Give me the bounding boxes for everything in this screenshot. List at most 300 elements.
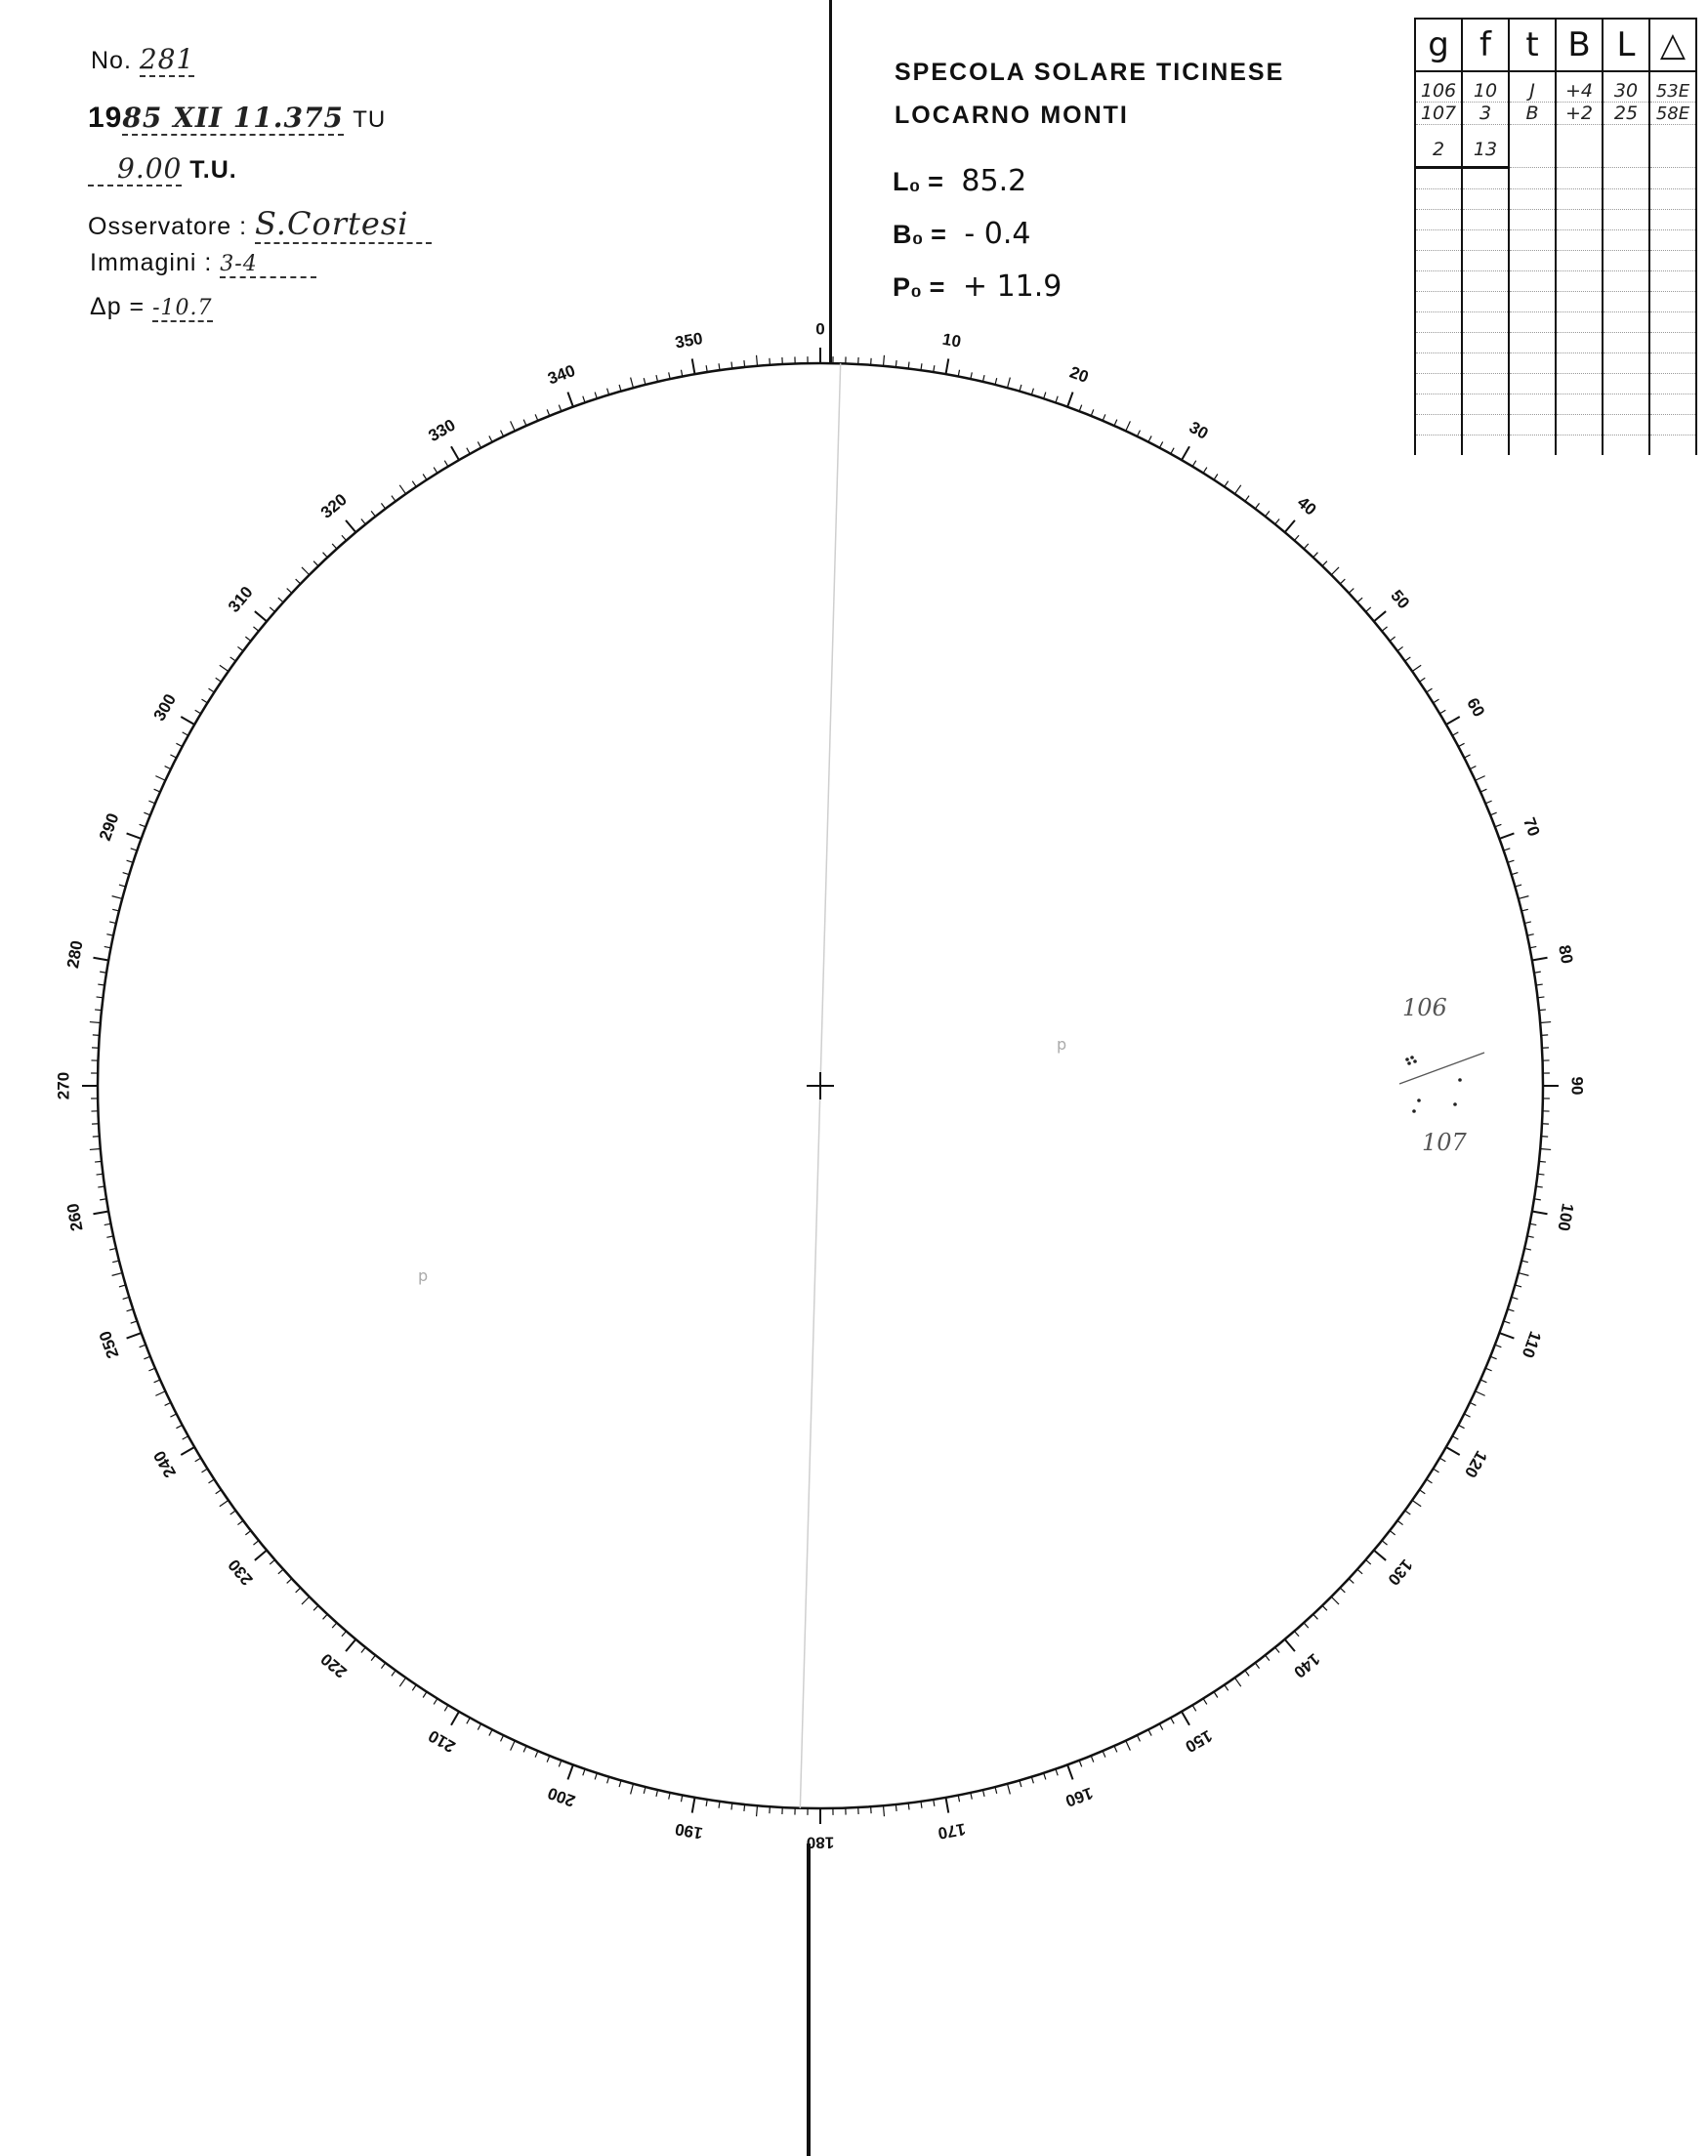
ring-tick xyxy=(1044,1773,1046,1780)
ring-tick xyxy=(1452,1436,1458,1439)
ring-tick xyxy=(501,431,504,436)
ring-tick xyxy=(731,362,732,369)
ring-tick xyxy=(467,1718,470,1723)
sunspot-dot xyxy=(1410,1056,1414,1059)
ring-tick xyxy=(253,1541,258,1545)
ring-tick xyxy=(381,1663,385,1669)
ring-tick xyxy=(607,1777,609,1784)
ring-tick-label: 40 xyxy=(1293,492,1320,519)
ring-tick xyxy=(692,358,695,374)
ring-tick xyxy=(140,1345,146,1348)
ring-tick xyxy=(1508,860,1515,862)
ring-tick-label: 20 xyxy=(1066,362,1092,387)
ring-tick xyxy=(1114,420,1117,426)
ring-tick xyxy=(1245,496,1249,502)
ring-tick xyxy=(342,535,347,540)
cell: J xyxy=(1509,80,1556,103)
plage-mark: p xyxy=(1057,1035,1067,1054)
ring-tick xyxy=(1405,1511,1411,1514)
ring-tick xyxy=(127,860,134,862)
param-B0-value: - 0.4 xyxy=(964,217,1031,251)
ring-tick xyxy=(1540,1022,1551,1023)
ring-tick xyxy=(1397,1520,1403,1524)
record-number-value: 281 xyxy=(139,43,195,75)
ring-tick xyxy=(1521,1261,1528,1263)
ring-tick xyxy=(412,481,416,487)
ring-tick xyxy=(595,393,597,399)
ring-tick xyxy=(127,1309,134,1311)
ring-tick xyxy=(1275,518,1279,523)
param-P0-value: + 11.9 xyxy=(962,270,1062,304)
ring-tick xyxy=(1294,1631,1299,1636)
ring-tick xyxy=(131,849,138,850)
ring-tick xyxy=(131,1321,138,1323)
ring-tick xyxy=(444,461,448,467)
ring-tick xyxy=(669,372,670,379)
ring-tick xyxy=(1275,1647,1279,1652)
ring-tick xyxy=(1464,1414,1470,1417)
ring-tick xyxy=(1452,732,1458,735)
ring-tick xyxy=(392,496,396,502)
ring-tick xyxy=(559,405,562,412)
ring-tick xyxy=(1192,461,1196,467)
sunspot-dot xyxy=(1458,1078,1462,1082)
param-L0-label: L₀ = xyxy=(893,167,943,196)
ring-tick xyxy=(1527,934,1534,935)
ring-tick xyxy=(971,372,972,379)
ring-tick xyxy=(1412,665,1421,671)
ring-tick xyxy=(1540,1148,1551,1149)
ring-tick xyxy=(1374,611,1386,621)
ring-tick xyxy=(1470,767,1476,769)
ring-tick xyxy=(559,1761,562,1767)
ring-tick-label: 350 xyxy=(673,328,705,352)
ring-tick xyxy=(1539,1161,1546,1162)
ring-tick xyxy=(1008,1784,1011,1795)
station-location: LOCARNO MONTI xyxy=(895,102,1129,129)
station-name: SPECOLA SOLARE TICINESE xyxy=(895,59,1285,86)
ring-tick xyxy=(106,934,113,935)
ring-tick xyxy=(1537,997,1544,998)
ring-tick xyxy=(1234,485,1240,494)
ring-tick xyxy=(1458,1425,1464,1428)
ring-tick xyxy=(1532,958,1548,961)
ring-tick xyxy=(97,1174,104,1175)
ring-tick xyxy=(1470,1402,1476,1405)
ring-tick xyxy=(1412,1500,1421,1506)
ring-tick xyxy=(170,1414,176,1417)
ring-tick xyxy=(302,1596,310,1604)
ring-tick xyxy=(971,1793,972,1800)
ring-tick xyxy=(451,446,459,460)
ring-tick xyxy=(1203,468,1207,474)
ring-tick xyxy=(1480,1380,1486,1383)
images-value: 3-4 xyxy=(220,252,315,278)
ring-tick xyxy=(165,767,171,769)
ring-tick xyxy=(1504,849,1511,850)
ring-tick xyxy=(669,1793,670,1800)
ring-tick xyxy=(1427,688,1433,692)
sunspot-dot xyxy=(1417,1099,1421,1102)
ring-tick xyxy=(140,824,146,827)
sunspot-dot xyxy=(1413,1059,1417,1063)
ring-tick xyxy=(1137,1735,1140,1741)
ring-tick xyxy=(1331,567,1339,575)
ring-tick xyxy=(1485,801,1491,804)
ring-tick xyxy=(1322,1605,1327,1610)
ring-tick xyxy=(547,1756,550,1762)
ring-tick xyxy=(255,611,267,621)
ring-tick xyxy=(155,1391,165,1396)
ring-tick xyxy=(323,1614,328,1619)
ring-tick xyxy=(287,589,292,594)
ring-tick xyxy=(451,1712,459,1725)
ring-tick xyxy=(346,1639,355,1651)
ring-tick xyxy=(1519,1273,1529,1276)
date-value: 85 XII 11.375 xyxy=(122,102,344,134)
ring-tick xyxy=(112,1261,119,1263)
cell: 107 xyxy=(1415,103,1462,125)
delta-p-value: -10.7 xyxy=(152,296,213,320)
ring-tick xyxy=(995,378,997,385)
ring-tick xyxy=(216,1490,222,1494)
ring-tick xyxy=(381,503,385,509)
ring-tick xyxy=(183,1436,188,1439)
ring-tick xyxy=(434,1699,437,1705)
param-B0-label: B₀ = xyxy=(893,220,946,249)
ring-tick-label: 240 xyxy=(149,1447,181,1481)
ring-tick-label: 330 xyxy=(425,415,459,446)
ring-tick xyxy=(631,1784,634,1795)
ring-tick xyxy=(1171,1718,1174,1723)
ring-tick xyxy=(1255,1663,1259,1669)
cell: B xyxy=(1509,103,1556,125)
ring-tick xyxy=(392,1671,396,1677)
ring-tick-label: 150 xyxy=(1182,1725,1216,1757)
ring-tick xyxy=(1439,1458,1445,1462)
ring-tick xyxy=(1527,1236,1534,1237)
ring-tick xyxy=(1382,627,1387,631)
ring-tick xyxy=(1067,1764,1072,1779)
ring-tick xyxy=(607,389,609,395)
total-spots: 13 xyxy=(1462,133,1509,168)
ring-tick-label: 190 xyxy=(673,1819,705,1844)
observer-label: Osservatore : xyxy=(88,213,248,240)
ring-tick xyxy=(1056,1769,1058,1776)
ring-tick xyxy=(1234,1678,1240,1686)
ring-tick xyxy=(1044,393,1046,399)
sunspot-dot xyxy=(1407,1061,1411,1065)
ring-tick xyxy=(1537,1174,1544,1175)
ring-tick-label: 110 xyxy=(1518,1328,1545,1361)
ring-tick xyxy=(90,1022,101,1023)
ring-tick xyxy=(302,567,310,575)
ring-tick xyxy=(399,485,405,494)
ring-tick-label: 100 xyxy=(1554,1201,1578,1233)
ring-tick xyxy=(346,520,355,532)
ring-tick xyxy=(547,409,550,415)
ring-tick xyxy=(109,1248,116,1250)
ring-tick xyxy=(220,1500,229,1506)
col-g: g xyxy=(1415,19,1462,71)
ring-tick xyxy=(112,896,123,899)
ring-tick xyxy=(1182,446,1189,460)
sunspot-dot xyxy=(1453,1102,1457,1106)
ring-tick xyxy=(511,421,516,431)
ring-tick xyxy=(245,637,251,641)
ring-tick xyxy=(1419,1490,1425,1494)
ring-tick-label: 270 xyxy=(54,1071,73,1100)
ring-tick xyxy=(1192,1705,1196,1711)
ring-tick xyxy=(478,441,480,447)
ring-tick xyxy=(1255,503,1259,509)
ring-tick xyxy=(1340,579,1345,584)
ring-tick-label: 220 xyxy=(316,1649,351,1682)
ring-tick xyxy=(127,1333,142,1338)
ring-tick xyxy=(170,755,176,758)
ring-tick xyxy=(1114,1746,1117,1752)
ring-tick xyxy=(412,1684,416,1690)
cell: 53E xyxy=(1649,80,1696,103)
ring-tick xyxy=(1148,1729,1151,1735)
ring-tick xyxy=(1357,1569,1362,1574)
ring-tick xyxy=(181,717,194,725)
ring-tick xyxy=(361,518,365,523)
ring-tick xyxy=(253,627,258,631)
ring-tick xyxy=(1056,396,1058,403)
ring-tick xyxy=(1103,1751,1105,1757)
ring-tick xyxy=(1365,607,1370,612)
ring-tick xyxy=(567,1764,572,1779)
ring-tick xyxy=(1439,710,1445,714)
ring-tick-label: 230 xyxy=(224,1555,257,1590)
ring-tick xyxy=(595,1773,597,1780)
param-P0-label: P₀ = xyxy=(893,272,945,302)
ring-tick xyxy=(278,1569,283,1574)
ring-tick xyxy=(1519,896,1529,899)
ring-tick xyxy=(1091,409,1094,415)
ring-tick xyxy=(1313,1614,1318,1619)
ring-tick xyxy=(1079,405,1082,412)
ring-tick xyxy=(423,1692,427,1698)
ring-tick xyxy=(93,1211,108,1214)
ring-tick xyxy=(148,1368,154,1371)
ring-tick xyxy=(1225,481,1229,487)
ring-tick xyxy=(1427,1479,1433,1483)
col-f: f xyxy=(1462,19,1509,71)
ring-tick xyxy=(1322,561,1327,566)
ring-tick xyxy=(1458,743,1464,746)
ring-tick xyxy=(1390,1531,1396,1535)
ring-tick xyxy=(1331,1596,1339,1604)
ring-tick xyxy=(982,375,984,382)
ring-tick xyxy=(95,1161,102,1162)
param-L0-value: 85.2 xyxy=(961,164,1027,198)
cell: 10 xyxy=(1462,80,1509,103)
ring-tick xyxy=(90,1148,101,1149)
ring-tick-label: 60 xyxy=(1463,694,1489,721)
ring-tick xyxy=(1103,414,1105,420)
ring-tick xyxy=(489,1729,492,1735)
plage-mark: p xyxy=(418,1266,429,1285)
cell: +2 xyxy=(1556,103,1603,125)
ring-tick xyxy=(237,1520,243,1524)
ring-tick-label: 140 xyxy=(1290,1649,1324,1682)
ring-tick xyxy=(1374,1551,1386,1560)
ring-tick xyxy=(583,1769,585,1776)
ring-tick xyxy=(176,1425,182,1428)
ring-tick xyxy=(1067,393,1072,407)
ring-tick xyxy=(1294,535,1299,540)
ring-tick xyxy=(371,511,375,517)
ring-tick xyxy=(501,1735,504,1741)
ring-tick-label: 280 xyxy=(62,938,87,971)
ring-tick xyxy=(656,375,658,382)
total-groups: 2 xyxy=(1415,133,1462,168)
ring-tick xyxy=(342,1631,347,1636)
col-t: t xyxy=(1509,19,1556,71)
ring-tick xyxy=(1349,1579,1354,1584)
ring-tick xyxy=(1214,475,1218,480)
ring-tick xyxy=(467,448,470,454)
ring-tick-label: 310 xyxy=(224,582,257,616)
ring-tick xyxy=(1365,1559,1370,1564)
delta-p-label: Δp = xyxy=(90,293,146,320)
ring-tick-label: 320 xyxy=(316,489,351,522)
ring-tick xyxy=(296,1588,301,1593)
ring-tick xyxy=(176,743,182,746)
group-label-107: 107 xyxy=(1422,1129,1467,1156)
ring-tick xyxy=(523,1746,526,1752)
ring-tick xyxy=(1313,553,1318,558)
ring-tick-label: 180 xyxy=(806,1833,835,1852)
ring-tick xyxy=(883,1805,884,1816)
ring-tick xyxy=(216,678,222,682)
ring-tick xyxy=(361,1647,365,1652)
ring-tick xyxy=(744,360,745,367)
ring-tick xyxy=(144,1356,149,1359)
ring-tick xyxy=(1480,789,1486,792)
ring-tick xyxy=(489,435,492,441)
ring-tick xyxy=(1490,1356,1496,1359)
ring-tick-label: 120 xyxy=(1460,1447,1491,1481)
cell: 30 xyxy=(1603,80,1649,103)
sunspot-dot xyxy=(1412,1109,1416,1113)
ring-tick xyxy=(1512,873,1519,875)
ring-tick xyxy=(757,1805,758,1816)
ring-tick xyxy=(1203,1699,1207,1705)
ring-tick xyxy=(731,1803,732,1809)
ring-tick-label: 10 xyxy=(940,329,963,352)
ring-tick xyxy=(583,396,585,403)
ring-tick xyxy=(1539,1010,1546,1011)
ring-tick xyxy=(1495,824,1502,827)
ring-tick-label: 160 xyxy=(1062,1783,1096,1811)
ring-tick xyxy=(1285,520,1295,532)
ring-tick xyxy=(209,1479,215,1483)
ring-tick xyxy=(1499,833,1514,838)
ring-tick xyxy=(1225,1684,1229,1690)
ring-tick xyxy=(434,468,437,474)
ring-tick-label: 250 xyxy=(95,1328,123,1361)
cell: 106 xyxy=(1415,80,1462,103)
ring-tick xyxy=(1382,1541,1387,1545)
ring-tick-label: 0 xyxy=(815,319,825,339)
ring-tick xyxy=(202,699,208,703)
ring-tick xyxy=(883,355,884,366)
ring-tick xyxy=(1508,1309,1515,1311)
ring-tick xyxy=(1476,1391,1485,1396)
images-label: Immagini : xyxy=(90,249,213,276)
ring-tick xyxy=(656,1790,658,1797)
ring-tick xyxy=(1214,1692,1218,1698)
ring-tick xyxy=(511,1741,516,1751)
ring-tick xyxy=(245,1531,251,1535)
ring-tick xyxy=(982,1790,984,1797)
ring-tick xyxy=(1512,1297,1519,1299)
ring-tick xyxy=(270,1559,274,1564)
ring-tick xyxy=(1419,678,1425,682)
ring-tick xyxy=(1182,1712,1189,1725)
ring-tick xyxy=(399,1678,405,1686)
ring-tick xyxy=(1349,589,1354,594)
ring-tick xyxy=(154,789,160,792)
ring-tick xyxy=(631,378,634,389)
ring-tick xyxy=(1126,1741,1131,1751)
ring-tick xyxy=(1485,1368,1491,1371)
ring-tick xyxy=(112,909,119,911)
ring-tick xyxy=(195,1458,201,1462)
ring-tick xyxy=(155,776,165,781)
ring-tick xyxy=(1524,1248,1531,1250)
ring-tick xyxy=(332,544,337,549)
ring-tick xyxy=(112,1273,123,1276)
ring-tick xyxy=(1504,1321,1511,1323)
ring-tick xyxy=(255,1551,267,1560)
ring-tick xyxy=(1266,511,1270,517)
ring-tick xyxy=(97,997,104,998)
ring-tick xyxy=(1126,421,1131,431)
col-L: L xyxy=(1603,19,1649,71)
ring-tick xyxy=(123,873,130,875)
ring-tick xyxy=(1446,1447,1460,1455)
ring-tick xyxy=(1031,389,1033,395)
ring-tick xyxy=(237,646,243,650)
ring-tick xyxy=(1148,435,1151,441)
ring-tick xyxy=(183,732,188,735)
ring-tick xyxy=(945,358,948,374)
ring-tick xyxy=(1495,1345,1502,1348)
ring-tick xyxy=(1405,657,1411,661)
ring-tick xyxy=(1304,1623,1309,1628)
ring-tick xyxy=(1285,1639,1295,1651)
ring-tick xyxy=(1476,776,1485,781)
ring-tick-label: 170 xyxy=(936,1819,968,1844)
ring-tick-label: 340 xyxy=(545,360,578,389)
ring-tick xyxy=(644,378,646,385)
ring-tick xyxy=(523,420,526,426)
ring-tick xyxy=(313,561,318,566)
ring-tick xyxy=(181,1447,194,1455)
ring-tick xyxy=(478,1723,480,1729)
ring-tick-label: 30 xyxy=(1186,417,1212,443)
ring-tick xyxy=(1079,1761,1082,1767)
ring-tick xyxy=(1304,544,1309,549)
ring-tick xyxy=(1159,1723,1162,1729)
ring-tick xyxy=(692,1798,695,1813)
ring-tick xyxy=(154,1380,160,1383)
ring-tick xyxy=(1031,1777,1033,1784)
